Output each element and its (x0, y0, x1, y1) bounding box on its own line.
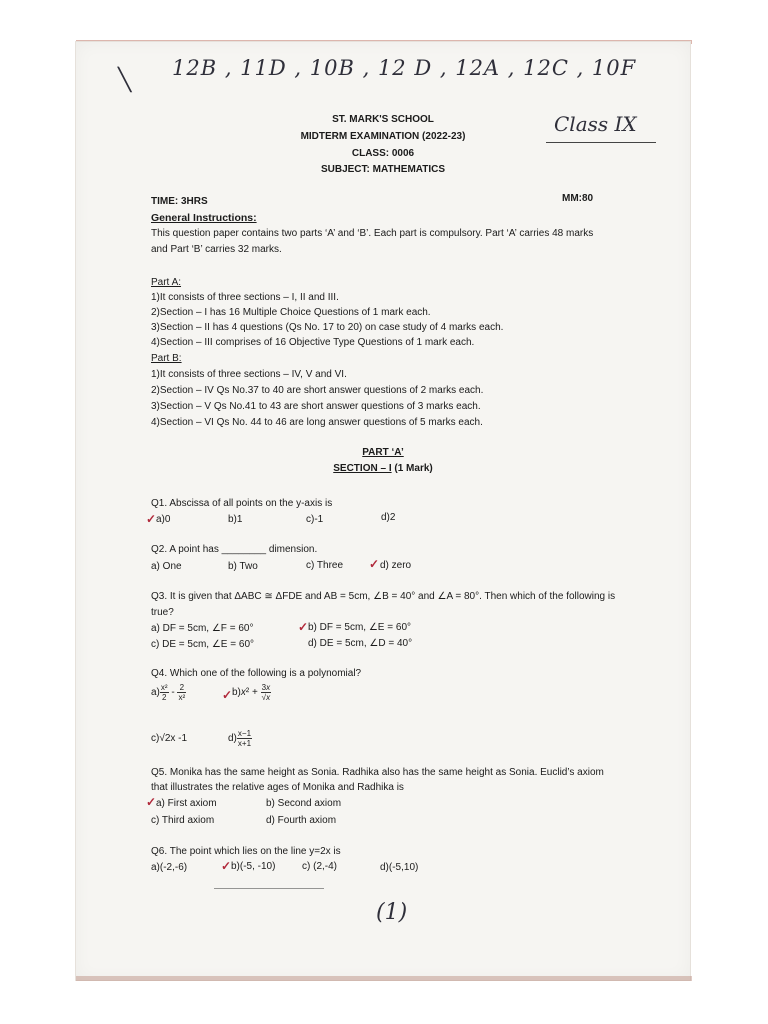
handwritten-scribble: ╲ (118, 68, 132, 93)
q5-text-line-2: that illustrates the relative ages of Monika and Radhika is (151, 782, 404, 793)
q4-option-d (228, 729, 252, 748)
time-label: TIME: 3HRS (151, 196, 208, 207)
q4-option-a-label: a) (151, 687, 160, 699)
tick-mark: ✓ (146, 512, 157, 526)
instructions-heading: General Instructions: (151, 212, 257, 224)
max-marks: MM:80 (562, 193, 594, 204)
q6-text: Q6. The point which lies on the line y=2x is (151, 846, 341, 857)
q5-text-line-1: Q5. Monika has the same height as Sonia. Radhika also has the same height as Sonia. Euclid’s axiom (151, 767, 604, 778)
tick-mark: ✓ (222, 688, 233, 702)
instructions-line-1: This question paper contains two parts ‘A’ and ‘B’. Each part is compulsory. Part ‘A’ carries 48 marks (151, 228, 594, 239)
part-b-item: 4)Section – VI Qs No. 44 to 46 are long answer questions of 5 marks each. (151, 417, 483, 428)
exam-title: MIDTERM EXAMINATION (2022-23) (300, 131, 466, 142)
q3-text-line-2: true? (151, 607, 174, 618)
q5-option-d: d) Fourth axiom (266, 815, 337, 826)
q6-option-b: b)(-5, -10) (231, 861, 276, 872)
pen-underline (214, 888, 324, 889)
q3-option-c: c) DE = 5cm, ∠E = 60° (151, 639, 254, 650)
part-heading: PART ‘A’ (362, 447, 404, 458)
q4-option-d-label: d) (228, 733, 237, 745)
q6-option-a: a)(-2,-6) (151, 862, 188, 873)
q2-option-b: b) Two (228, 561, 258, 572)
part-a-item: 4)Section – III comprises of 16 Objective Type Questions of 1 mark each. (151, 337, 475, 348)
part-b-item: 3)Section – V Qs No.41 to 43 are short answer questions of 3 marks each. (151, 401, 481, 412)
q2-text: Q2. A point has ________ dimension. (151, 544, 318, 555)
handwritten-class-note: Class IX (554, 112, 637, 136)
q6-option-c: c) (2,-4) (302, 861, 337, 872)
subject: SUBJECT: MATHEMATICS (320, 164, 446, 175)
q2-option-a: a) One (151, 561, 182, 572)
q1-option-d: d)2 (381, 512, 396, 523)
page-number: (1) (376, 900, 408, 925)
q4-option-b-label: b) (232, 687, 241, 699)
q4-option-b: b)x² + $\frac{3x}{√x}$ (232, 683, 271, 702)
fraction-x2-over-2: $\frac{\text{x²}}{2}$ (160, 683, 168, 702)
fraction-2-over-x2: $\frac{2}{\text{x²}}$ (178, 683, 186, 702)
q3-option-b: b) DF = 5cm, ∠E = 60° (308, 622, 411, 633)
q2-option-c: c) Three (306, 560, 344, 571)
paper-bottom-edge (76, 976, 692, 981)
tick-mark: ✓ (221, 859, 232, 873)
fraction-x-minus-1-over-x-plus-1: $\frac{x-1}{x+1}$ (237, 729, 252, 748)
instructions-line-2: and Part ‘B’ carries 32 marks. (151, 244, 282, 255)
part-a-item: 2)Section – I has 16 Multiple Choice Questions of 1 mark each. (151, 307, 431, 318)
q5-option-b: b) Second axiom (266, 798, 342, 809)
q1-option-c: c)-1 (306, 514, 324, 525)
fraction-3x-over-rootx: $\frac{3x}{√x}$ (261, 683, 271, 702)
section-label: SECTION – I (333, 463, 392, 474)
part-b-heading: Part B: (151, 353, 182, 364)
class-code: CLASS: 0006 (351, 148, 415, 159)
q5-option-a: a) First axiom (156, 798, 217, 809)
q4-option-c: c)√2x -1 (151, 733, 188, 744)
q5-option-c: c) Third axiom (151, 815, 215, 826)
q3-option-d: d) DE = 5cm, ∠D = 40° (308, 638, 413, 649)
part-a-heading: Part A: (151, 277, 182, 288)
handwritten-class-list: 12B , 11D , 10B , 12 D , 12A , 12C , 10F (172, 56, 637, 80)
q1-option-a: a)0 (156, 514, 171, 525)
part-a-item: 1)It consists of three sections – I, II and III. (151, 292, 339, 303)
school-name: ST. MARK'S SCHOOL (332, 114, 434, 125)
q4-text: Q4. Which one of the following is a polynomial? (151, 668, 362, 679)
tick-mark: ✓ (369, 557, 380, 571)
class-note-underline (546, 142, 656, 143)
tick-mark: ✓ (146, 795, 157, 809)
q4-option-a: a) $\frac{\text{x²}}{2}$ - $\frac{2}{\text{x²}}$ (151, 683, 186, 702)
section-heading (76, 463, 690, 474)
section-marks: (1 Mark) (391, 463, 433, 474)
exam-page (76, 42, 690, 980)
q2-option-d: d) zero (380, 560, 412, 571)
q1-option-b: b)1 (228, 514, 243, 525)
tick-mark: ✓ (298, 620, 309, 634)
part-a-item: 3)Section – II has 4 questions (Qs No. 17 to 20) on case study of 4 marks each. (151, 322, 504, 333)
q3-option-a: a) DF = 5cm, ∠F = 60° (151, 623, 254, 634)
q6-option-d: d)(-5,10) (380, 862, 419, 873)
q1-text: Q1. Abscissa of all points on the y-axis is (151, 498, 333, 509)
part-b-item: 1)It consists of three sections – IV, V and VI. (151, 369, 347, 380)
part-b-item: 2)Section – IV Qs No.37 to 40 are short answer questions of 2 marks each. (151, 385, 484, 396)
q3-text-line-1: Q3. It is given that ΔABC ≅ ΔFDE and AB = 5cm, ∠B = 40° and ∠A = 80°. Then which of the following is (151, 591, 616, 602)
